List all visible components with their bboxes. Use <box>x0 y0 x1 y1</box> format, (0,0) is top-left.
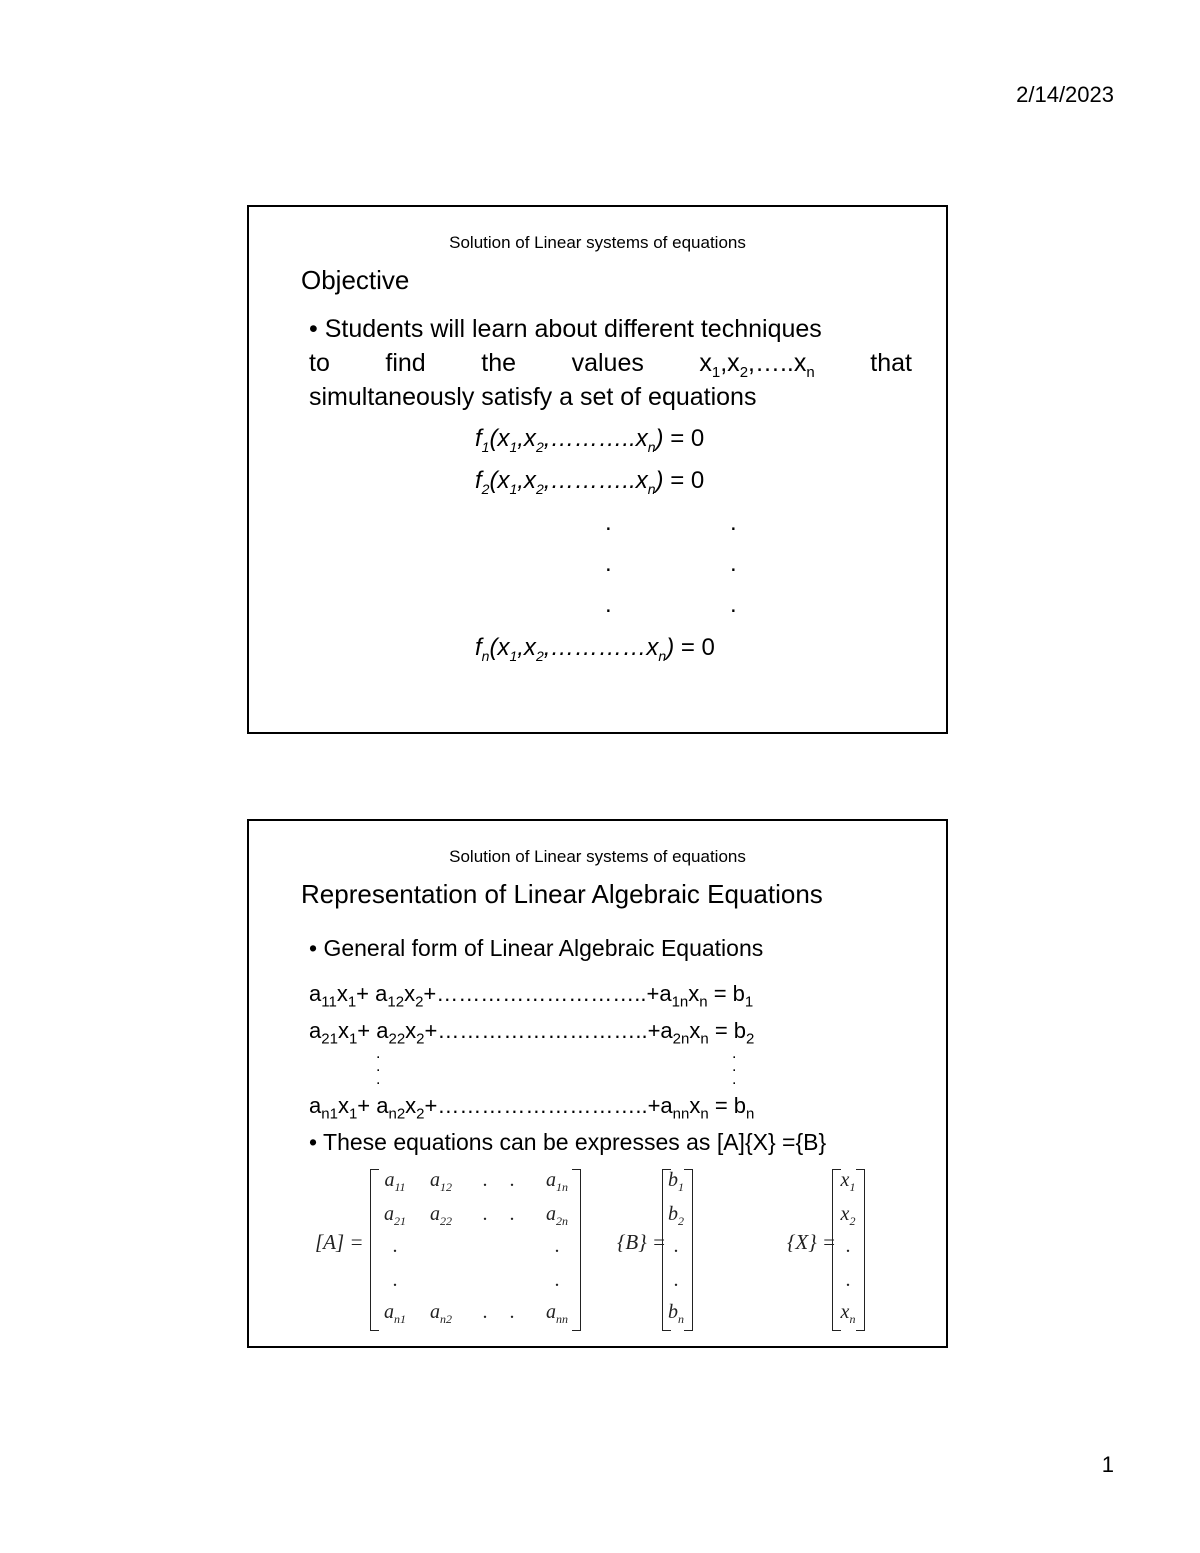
vector-b-cell: . <box>673 1269 679 1291</box>
variable-list: $x_1,x_2,\dots..x_n$ <box>699 349 815 381</box>
page-date: 2/14/2023 <box>1016 82 1114 107</box>
matrix-a-cell: $a_{nn}$ <box>546 1301 568 1326</box>
matrix-a-cell: . <box>392 1269 398 1291</box>
matrix-a-cell: . <box>509 1301 515 1323</box>
matrix-a-cell: . <box>554 1269 560 1291</box>
bullet-objective: • Students will learn about different techniques <box>309 315 822 343</box>
matrix-a-cell: $a_{2n}$ <box>546 1203 568 1228</box>
vector-b-cell: $b_n$ <box>668 1301 684 1326</box>
matrix-a-cell: $a_{11}$ <box>384 1169 406 1194</box>
vector-b-cell: $b_1$ <box>668 1169 684 1194</box>
vector-x-cell: $x_1$ <box>840 1169 856 1194</box>
equation-f2: $f_2(x_1,x_2,\dots\dots\dots..x_n) = 0$ <box>475 467 705 497</box>
ellipsis-dot: . <box>605 509 612 536</box>
vector-b-cell: . <box>673 1235 679 1257</box>
ellipsis-dot: . <box>730 509 737 536</box>
matrix-a-cell: . <box>509 1169 515 1191</box>
matrix-a-cell: $a_{n1}$ <box>384 1301 406 1326</box>
word-the: the <box>481 349 517 377</box>
matrix-notation <box>307 1165 907 1340</box>
matrix-a-cell: . <box>482 1301 488 1323</box>
vertical-ellipsis: . . . <box>732 1045 737 1088</box>
matrix-a-cell: . <box>482 1169 488 1191</box>
matrix-a-cell: . <box>392 1235 398 1257</box>
matrix-a-cell: $a_{21}$ <box>384 1203 406 1228</box>
vector-x-cell: . <box>845 1269 851 1291</box>
ellipsis-dot: . <box>605 550 612 577</box>
vector-x-cell: . <box>845 1235 851 1257</box>
word-find: find <box>385 349 426 377</box>
slide-title: Objective <box>301 265 410 295</box>
ellipsis-dot: . <box>730 550 737 577</box>
matrix-a-label: [A] = <box>315 1230 364 1254</box>
vector-x-cell: $x_n$ <box>840 1301 856 1326</box>
word-to: to <box>309 349 330 377</box>
ellipsis-dot: . <box>605 591 612 618</box>
matrix-a-cell: . <box>554 1235 560 1257</box>
matrix-a-cell: $a_{1n}$ <box>546 1169 568 1194</box>
vector-b-cell: $b_2$ <box>668 1203 684 1228</box>
vertical-ellipsis: . . . <box>376 1045 381 1088</box>
vector-b-label: {B} = <box>617 1230 667 1254</box>
vector-x-label: {X} = <box>787 1230 837 1254</box>
equation-row-1: $a_{11}x_1+$ $a_{12}x_2+\dots\dots\dots\dots\dots\dots\dots\dots\dots..+a_{1n}x_n = b_1$ <box>309 981 754 1011</box>
word-values: values <box>571 349 644 377</box>
matrix-a-cell: $a_{n2}$ <box>430 1301 452 1326</box>
slide-subtitle: Solution of Linear systems of equations <box>449 847 746 866</box>
equation-fn: $f_n(x_1,x_2,\dots\dots\dots\dots x_n) = 0$ <box>475 634 715 664</box>
matrix-a-cell: $a_{12}$ <box>430 1169 452 1194</box>
bullet-general-form: • General form of Linear Algebraic Equations <box>309 935 764 961</box>
bullet-matrix-form: • These equations can be expresses as [A]{X} ={B} <box>309 1129 827 1155</box>
slide-objective <box>247 205 948 734</box>
equation-row-n: $a_{n1}x_1+$ $a_{n2}x_2+\dots\dots\dots\dots\dots\dots\dots\dots\dots..+a_{nn}x_n = b_n$ <box>309 1093 755 1123</box>
matrix-a-cell: . <box>509 1203 515 1225</box>
word-that: that <box>870 349 912 377</box>
ellipsis-dot: . <box>730 591 737 618</box>
matrix-a-cell: . <box>482 1203 488 1225</box>
slide-title: Representation of Linear Algebraic Equations <box>301 879 823 909</box>
bullet-line-3: simultaneously satisfy a set of equations <box>309 383 757 411</box>
slide-subtitle: Solution of Linear systems of equations <box>449 233 746 252</box>
equation-row-2: $a_{21}x_1+$ $a_{22}x_2+\dots\dots\dots\dots\dots\dots\dots\dots\dots..+a_{2n}x_n = b_2$ <box>309 1018 755 1048</box>
page-number: 1 <box>1101 1452 1114 1477</box>
equation-f1: $f_1(x_1,x_2,\dots\dots\dots..x_n) = 0$ <box>475 425 705 455</box>
matrix-a-cell: $a_{22}$ <box>430 1203 452 1228</box>
slide-representation <box>247 819 948 1348</box>
vector-x-cell: $x_2$ <box>840 1203 856 1228</box>
bullet-line-2 <box>309 349 912 381</box>
